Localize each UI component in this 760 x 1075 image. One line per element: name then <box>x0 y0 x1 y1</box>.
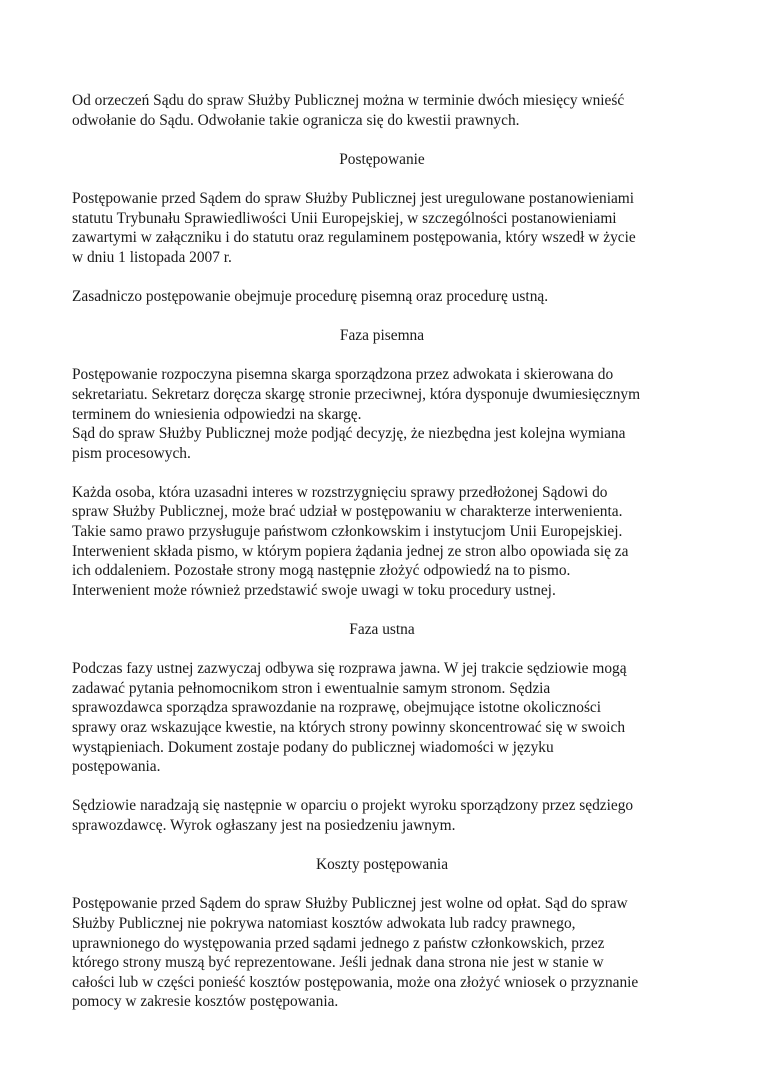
heading-faza-pisemna: Faza pisemna <box>339 327 425 345</box>
heading-koszty-postepowania: Koszty postępowania <box>315 856 449 874</box>
procedure-paragraph-2: Zasadniczo postępowanie obejmuje procedurę pisemną oraz procedurę ustną. <box>72 287 549 305</box>
costs-paragraph: Postępowanie przed Sądem do spraw Służby Publicznej jest wolne od opłat. Sąd do spraw Służby Publicznej nie pokrywa natomiast kosztów adwokata lub radcy prawnego, uprawnionego do występowania przed sądami jednego z państw członkowskich, przez którego strony muszą być reprezentowane. Jeśli jednak dana strona nie jest w stanie w całości lub w części ponieść kosztów postępowania, może ona złożyć wniosek o przyznanie pomocy w zakresie kosztów postępowania. <box>72 895 639 1011</box>
heading-postepowanie: Postępowanie <box>339 150 425 168</box>
intro-paragraph: Od orzeczeń Sądu do spraw Służby Publicznej można w terminie dwóch miesięcy wnieść odwołanie do Sądu. Odwołanie takie ogranicza się do kwestii prawnych. <box>72 92 625 129</box>
heading-faza-ustna: Faza ustna <box>349 621 415 639</box>
oral-phase-paragraph-1: Podczas fazy ustnej zazwyczaj odbywa się rozprawa jawna. W jej trakcie sędziowie mogą zadawać pytania pełnomocnikom stron i ewentualnie samym stronom. Sędzia sprawozdawca sporządza sprawozdanie na rozprawę, obejmujące istotne okoliczności sprawy oraz wskazujące kwestie, na których strony powinny skoncentrować się w swoich wystąpieniach. Dokument zostaje podany do publicznej wiadomości w języku postępowania. <box>72 660 627 776</box>
document-page <box>72 91 692 1032</box>
oral-phase-paragraph-2: Sędziowie naradzają się następnie w oparciu o projekt wyroku sporządzony przez sędziego sprawozdawcę. Wyrok ogłaszany jest na posiedzeniu jawnym. <box>72 797 634 834</box>
written-phase-paragraph-1: Postępowanie rozpoczyna pisemna skarga sporządzona przez adwokata i skierowana do sekretariatu. Sekretarz doręcza skargę stronie przeciwnej, która dysponuje dwumiesięcznym terminem do wniesienia odpowiedzi na skargę. Sąd do spraw Służby Publicznej może podjąć decyzję, że niezbędna jest kolejna wymiana pism procesowych. <box>72 366 641 462</box>
written-phase-paragraph-2: Każda osoba, która uzasadni interes w rozstrzygnięciu sprawy przedłożonej Sądowi do spraw Służby Publicznej, może brać udział w postępowaniu w charakterze interwenienta. Takie samo prawo przysługuje państwom członkowskim i instytucjom Unii Europejskiej. Interwenient składa pismo, w którym popiera żądania jednej ze stron albo opowiada się za ich oddaleniem. Pozostałe strony mogą następnie złożyć odpowiedź na to pismo. Interwenient może również przedstawić swoje uwagi w toku procedury ustnej. <box>72 483 629 599</box>
procedure-paragraph-1: Postępowanie przed Sądem do spraw Służby Publicznej jest uregulowane postanowieniami statutu Trybunału Sprawiedliwości Unii Europejskiej, w szczególności postanowieniami zawartymi w załączniku i do statutu oraz regulaminem postępowania, który wszedł w życie w dniu 1 listopada 2007 r. <box>72 189 636 266</box>
